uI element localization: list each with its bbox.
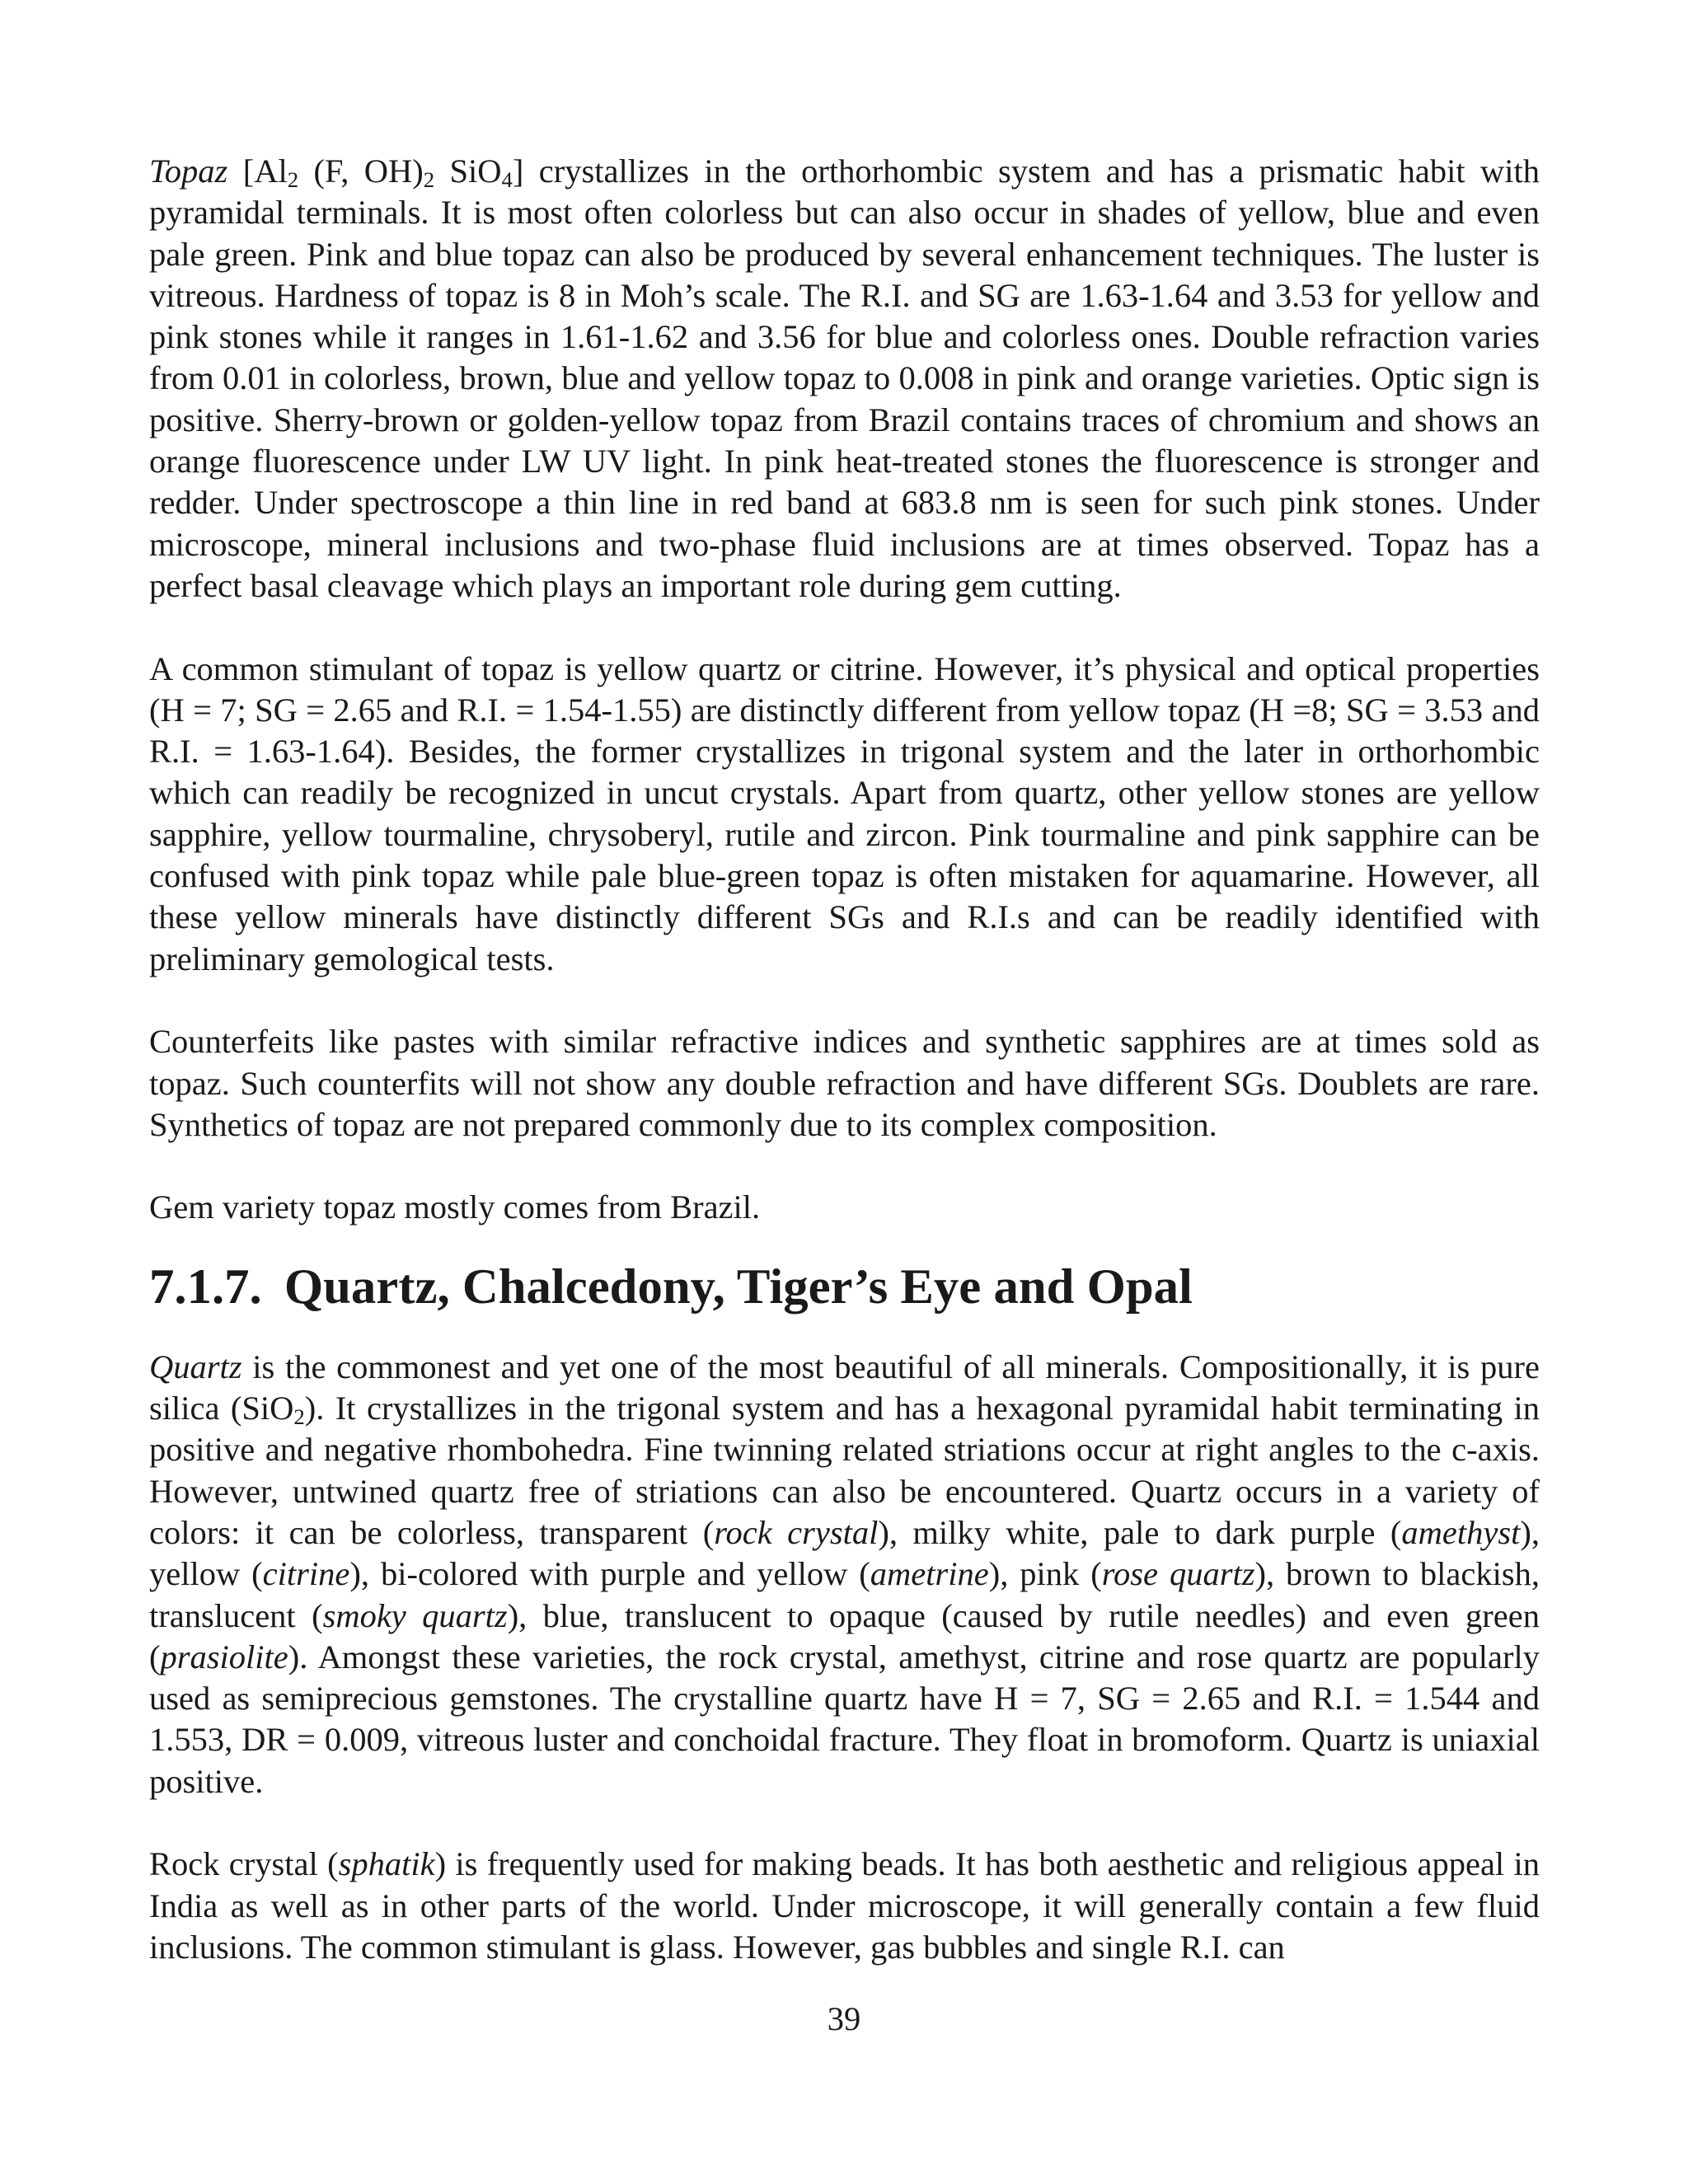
quartz-term: Quartz [149,1347,242,1385]
variety-term: prasiolite [160,1638,288,1675]
topaz-paragraph-4: Gem variety topaz mostly comes from Brazil. [149,1188,761,1226]
topaz-term: Topaz [149,152,228,190]
paragraph-text: ). Amongst these varieties, the rock crystal, amethyst, citrine and rose quartz are popularly used as semiprecious gemstones. The crystalline quartz have H = 7, SG = 2.65 and R.I. = 1.544 and 1.553, DR = 0.009, vitreous luster and conchoidal fracture. They float in bromoform. Quartz is uniaxial positive. [149,1638,1540,1800]
variety-term: rock crystal [714,1513,879,1551]
paragraph-text: ), pink ( [988,1555,1102,1593]
formula-subscript: 2 [293,1404,305,1429]
topaz-paragraph-2: A common stimulant of topaz is yellow quartz or citrine. However, it’s physical and optical properties (H = 7; SG = 2.65 and R.I. = 1.54-1.55) are distinctly different from yellow topaz (H =8; SG = 3.53 and R.I. = 1.63-1.64). Besides, the former crystallizes in trigonal system and the later in orthorhombic which can readily be recognized in uncut crystals. Apart from quartz, other yellow stones are yellow sapphire, yellow tourmaline, chrysoberyl, rutile and zircon. Pink tourmaline and pink sapphire can be confused with pink topaz while pale blue-green topaz is often mistaken for aquamarine. However, all these yellow minerals have distinctly different SGs and R.I.s and can be readily identified with preliminary gemological tests. [149,649,1540,977]
paragraph-text: is the commonest and yet one of the most beautiful of all minerals. Compositionally, it is pure silica (SiO [149,1347,1540,1427]
variety-term: sphatik [338,1845,435,1883]
paragraph-text: ), bi-colored with purple and yellow ( [349,1555,870,1593]
paragraph-text: ), blue, translucent to opaque (caused by rutile needles) and even green ( [149,1596,1540,1675]
topaz-paragraph-1 [149,151,1540,607]
formula-subscript: 4 [501,166,513,192]
formula-open: [Al [227,152,288,190]
paragraph-text: ) is frequently used for making beads. It has both aesthetic and religious appeal in India as well as in other parts of the world. Under microscope, it will generally contain a few fluid inclusions. The common stimulant is glass. However, gas bubbles and single R.I. can [149,1845,1540,1966]
variety-term: rose quartz [1101,1555,1255,1593]
variety-term: smoky quartz [322,1596,508,1634]
variety-term: citrine [262,1555,350,1593]
paragraph-text: ), milky white, pale to dark purple ( [878,1513,1402,1551]
paragraph-text: crystallizes in the orthorhombic system and has a prismatic habit with pyramidal terminals. It is most often colorless but can also occur in shades of yellow, blue and even pale green. Pink and blue topaz can also be produced by several enhancement techniques. The luster is vitreous. Hardness of topaz is 8 in Moh’s scale. The R.I. and SG are 1.63-1.64 and 3.53 for yellow and pink stones while it ranges in 1.61-1.62 and 3.56 for blue and colorless ones. Double refraction varies from 0.01 in colorless, brown, blue and yellow topaz to 0.008 in pink and orange varieties. Optic sign is positive. Sherry-brown or golden-yellow topaz from Brazil contains traces of chromium and shows an orange fluorescence under LW UV light. In pink heat-treated stones the fluorescence is stronger and redder. Under spectroscope a thin line in red band at 683.8 nm is seen for such pink stones. Under microscope, mineral inclusions and two-phase fluid inclusions are at times observed. Topaz has a perfect basal cleavage which plays an important role during gem cutting. [149,152,1540,604]
variety-term: ametrine [870,1555,989,1593]
quartz-paragraph-1 [149,1347,1540,1802]
paragraph-text: ). It crystallizes in the trigonal system and has a hexagonal pyramidal habit terminating in positive and negative rhombohedra. Fine twinning related striations occur at right angles to the c-axis. However, untwined quartz free of striations can also be encountered. Quartz occurs in a variety of colors: it can be colorless, transparent ( [149,1390,1540,1551]
formula-close: ] [512,152,524,190]
variety-term: amethyst [1401,1513,1521,1551]
quartz-paragraph-2 [149,1844,1540,1968]
section-title: Quartz, Chalcedony, Tiger’s Eye and Opal [284,1258,1193,1315]
paragraph-text: ), brown to blackish, translucent ( [149,1555,1540,1634]
paragraph-text: Rock crystal ( [149,1845,339,1883]
formula-si: SiO [434,152,502,190]
formula-subscript: 2 [287,166,299,192]
page-content [149,151,1540,1968]
section-heading [149,1258,1540,1315]
formula-subscript: 2 [423,166,435,192]
page-number: 39 [827,2000,861,2037]
formula-mid: (F, OH) [298,152,424,190]
paragraph-text: ), yellow ( [149,1513,1540,1593]
topaz-paragraph-3: Counterfeits like pastes with similar refractive indices and synthetic sapphires are at times sold as topaz. Such counterfits will not show any double refraction and have different SGs. Doublets are rare. Synthetics of topaz are not prepared commonly due to its complex composition. [149,1023,1540,1143]
section-number: 7.1.7. [149,1258,262,1315]
